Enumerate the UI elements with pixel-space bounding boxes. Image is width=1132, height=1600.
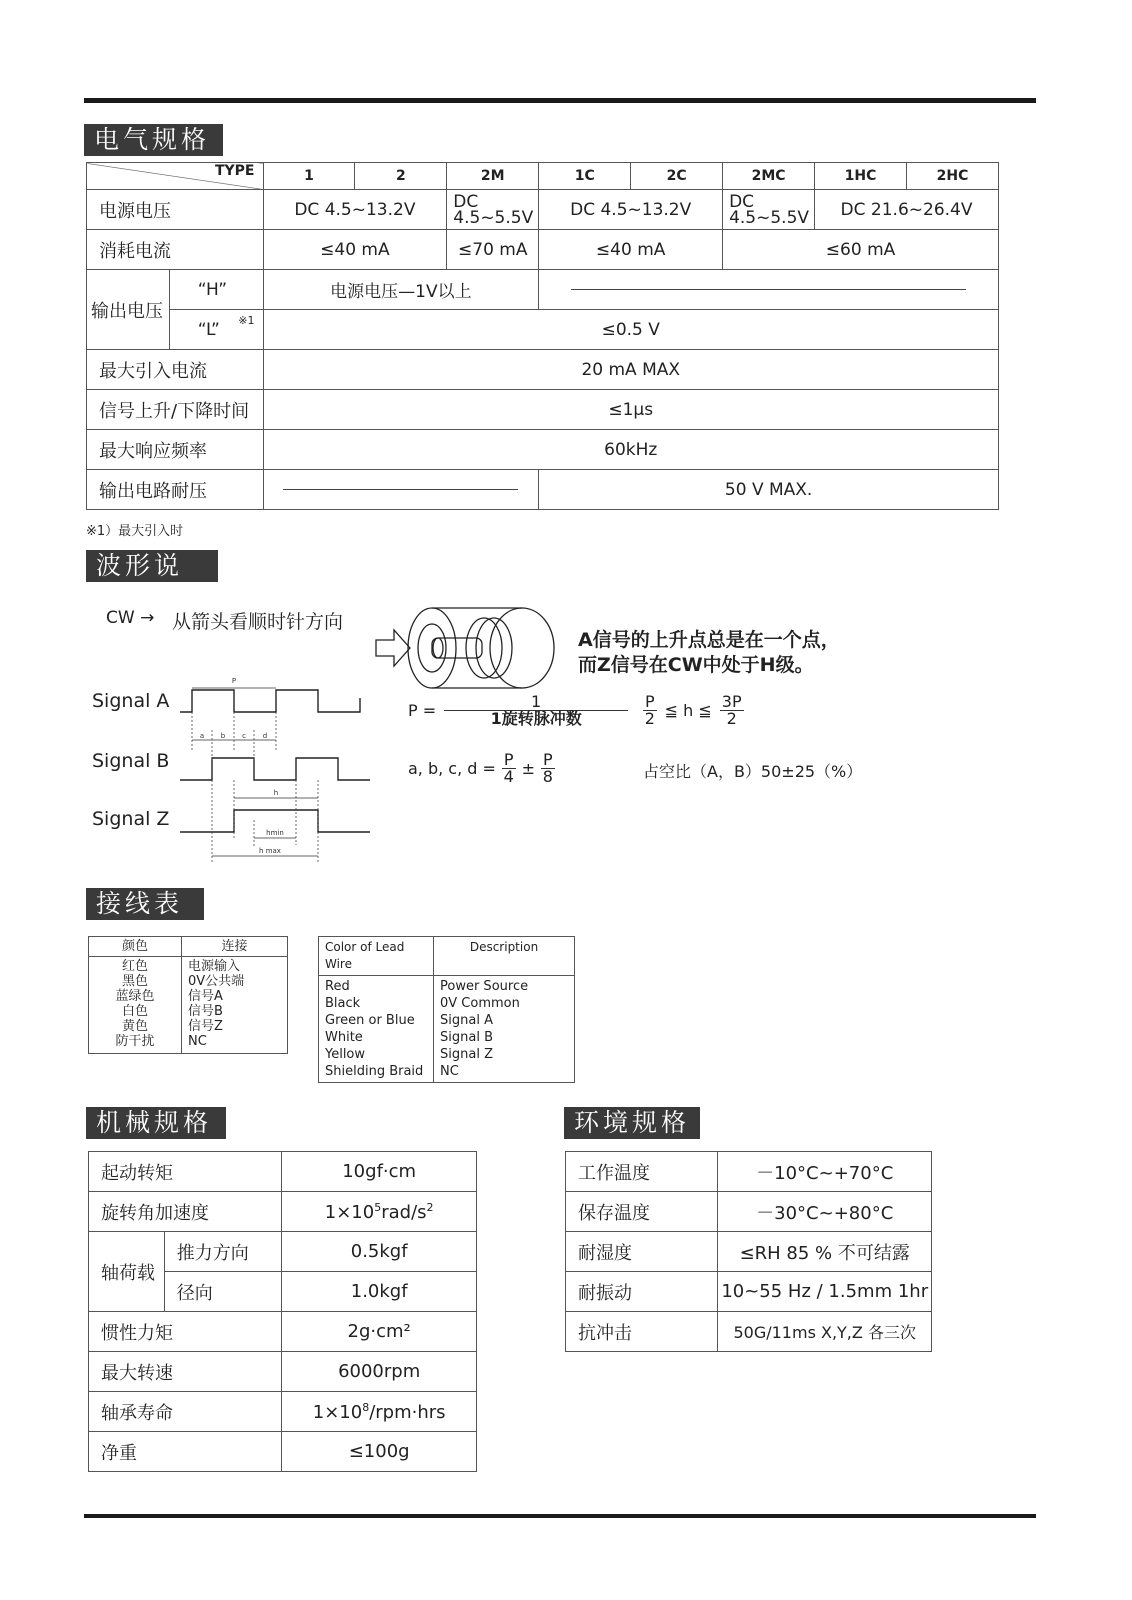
label-h: h xyxy=(273,789,279,797)
freq-label: 最大响应频率 xyxy=(87,430,264,470)
electrical-spec-table xyxy=(86,162,999,510)
cw-description: 从箭头看顺时针方向 xyxy=(172,611,344,633)
duty-cycle: 占空比（A，B）50±25（%） xyxy=(643,762,863,781)
supply-voltage-1-2: DC 4.5~13.2V xyxy=(263,190,447,230)
weight-value: ≤100g xyxy=(282,1432,477,1472)
supply-voltage-2mc: DC 4.5~5.5V xyxy=(723,190,815,230)
output-h-value: 电源电压—1V以上 xyxy=(263,270,539,310)
radial-value: 1.0kgf xyxy=(282,1272,477,1312)
thrust-value: 0.5kgf xyxy=(282,1232,477,1272)
output-h-label: “H” xyxy=(169,270,263,310)
label-b: b xyxy=(220,732,226,740)
output-h-none xyxy=(539,270,999,310)
en-header-color: Color of Lead Wire xyxy=(319,937,434,976)
current-mc-hc: ≤60 mA xyxy=(723,230,999,270)
type-2: 2 xyxy=(355,163,447,190)
bottom-rule xyxy=(84,1514,1036,1518)
label-c: c xyxy=(242,732,246,740)
section-title-wiring: 接线表 xyxy=(86,888,204,920)
formula-abcd: a, b, c, d = $\frac{P}{4}$ ± $\frac{P}{8}$ xyxy=(408,750,553,786)
type-2hc: 2HC xyxy=(906,163,998,190)
accel-label: 旋转角加速度 xyxy=(89,1192,282,1232)
environment-spec-table xyxy=(565,1151,932,1352)
env-row-label: 工作温度 xyxy=(566,1152,718,1192)
rise-time-value: ≤1μs xyxy=(263,390,999,430)
cn-colors: 红色 黑色 蓝绿色 白色 黄色 防干扰 xyxy=(89,957,182,1054)
env-row-label: 耐振动 xyxy=(566,1272,718,1312)
type-1c: 1C xyxy=(539,163,631,190)
type-header-cell: TYPE xyxy=(87,163,264,190)
top-rule xyxy=(84,98,1036,103)
label-p: P xyxy=(231,677,237,685)
en-colors: Red Black Green or Blue White Yellow Shielding Braid xyxy=(319,976,434,1083)
section-title-waveform: 波形说明 xyxy=(86,550,218,582)
waveform-desc-line2: 而Z信号在CW中处于H级。 xyxy=(578,654,814,676)
current-2m: ≤70 mA xyxy=(447,230,539,270)
env-row-label: 耐湿度 xyxy=(566,1232,718,1272)
env-row-value: 10~55 Hz / 1.5mm 1hr xyxy=(718,1272,932,1312)
output-l-label: “L” ※1 xyxy=(169,310,263,350)
type-1hc: 1HC xyxy=(815,163,907,190)
withstand-none xyxy=(263,470,539,510)
supply-voltage-label: 电源电压 xyxy=(87,190,264,230)
waveform-diagram xyxy=(170,670,380,870)
weight-label: 净重 xyxy=(89,1432,282,1472)
speed-value: 6000rpm xyxy=(282,1352,477,1392)
arrow-icon xyxy=(376,630,410,666)
thrust-label: 推力方向 xyxy=(164,1232,282,1272)
accel-value: $1\times 10^5rad/s^2$ xyxy=(282,1192,477,1232)
wiring-table-en xyxy=(318,936,575,1083)
sink-current-value: 20 mA MAX xyxy=(263,350,999,390)
env-row-label: 保存温度 xyxy=(566,1192,718,1232)
cn-header-connection: 连接 xyxy=(182,937,288,957)
cw-label: CW → xyxy=(106,608,155,628)
env-row-value: 50G/11ms X,Y,Z 各三次 xyxy=(718,1312,932,1352)
supply-voltage-2m: DC 4.5~5.5V xyxy=(447,190,539,230)
rise-time-label: 信号上升/下降时间 xyxy=(87,390,264,430)
section-title-environment: 环境规格 xyxy=(564,1107,700,1139)
encoder-illustration xyxy=(372,600,562,695)
type-2m: 2M xyxy=(447,163,539,190)
torque-value: 10gf·cm xyxy=(282,1152,477,1192)
section-title-electrical: 电气规格 xyxy=(84,124,223,156)
type-2c: 2C xyxy=(631,163,723,190)
wiring-table-cn xyxy=(88,936,288,1054)
formula-p: P = $\frac{1}{\text{1旋转脉冲数}}$ xyxy=(408,694,628,727)
current-1-2: ≤40 mA xyxy=(263,230,447,270)
output-voltage-label: 输出电压 xyxy=(87,270,170,350)
supply-voltage-1c-2c: DC 4.5~13.2V xyxy=(539,190,723,230)
label-a: a xyxy=(199,732,205,740)
type-2mc: 2MC xyxy=(723,163,815,190)
inertia-label: 惯性力矩 xyxy=(89,1312,282,1352)
label-d: d xyxy=(262,732,268,740)
withstand-value: 50 V MAX. xyxy=(539,470,999,510)
type-1: 1 xyxy=(263,163,355,190)
output-l-value: ≤0.5 V xyxy=(263,310,999,350)
cn-connections: 电源输入 0V公共端 信号A 信号B 信号Z NC xyxy=(182,957,288,1054)
current-1c-2c: ≤40 mA xyxy=(539,230,723,270)
signal-z-label: Signal Z xyxy=(92,808,170,830)
cn-header-color: 颜色 xyxy=(89,937,182,957)
waveform-desc-line1: A信号的上升点总是在一个点， xyxy=(578,629,840,651)
torque-label: 起动转矩 xyxy=(89,1152,282,1192)
formula-h: $\frac{P}{2}$ ≦ h ≦ $\frac{3P}{2}$ xyxy=(644,692,742,728)
sink-current-label: 最大引入电流 xyxy=(87,350,264,390)
env-row-value: －10°C~+70°C xyxy=(718,1152,932,1192)
env-row-label: 抗冲击 xyxy=(566,1312,718,1352)
electrical-footnote: ※1）最大引入时 xyxy=(86,524,184,539)
env-row-value: －30°C~+80°C xyxy=(718,1192,932,1232)
label-hmin: hmin xyxy=(266,829,284,837)
freq-value: 60kHz xyxy=(263,430,999,470)
signal-a-label: Signal A xyxy=(92,690,170,712)
speed-label: 最大转速 xyxy=(89,1352,282,1392)
withstand-label: 输出电路耐压 xyxy=(87,470,264,510)
current-label: 消耗电流 xyxy=(87,230,264,270)
life-value: $1\times 10^8/rpm\cdot hrs$ xyxy=(282,1392,477,1432)
env-row-value: ≤RH 85 % 不可结露 xyxy=(718,1232,932,1272)
mechanical-spec-table xyxy=(88,1151,477,1472)
inertia-value: 2g·cm² xyxy=(282,1312,477,1352)
life-label: 轴承寿命 xyxy=(89,1392,282,1432)
en-header-description: Description xyxy=(434,937,575,976)
shaft-load-label: 轴荷载 xyxy=(89,1232,165,1312)
label-hmax: h max xyxy=(259,847,281,855)
signal-b-label: Signal B xyxy=(92,750,170,772)
radial-label: 径向 xyxy=(164,1272,282,1312)
en-descriptions: Power Source 0V Common Signal A Signal B Signal Z NC xyxy=(434,976,575,1083)
section-title-mechanical: 机械规格 xyxy=(86,1107,226,1139)
supply-voltage-hc: DC 21.6~26.4V xyxy=(815,190,999,230)
